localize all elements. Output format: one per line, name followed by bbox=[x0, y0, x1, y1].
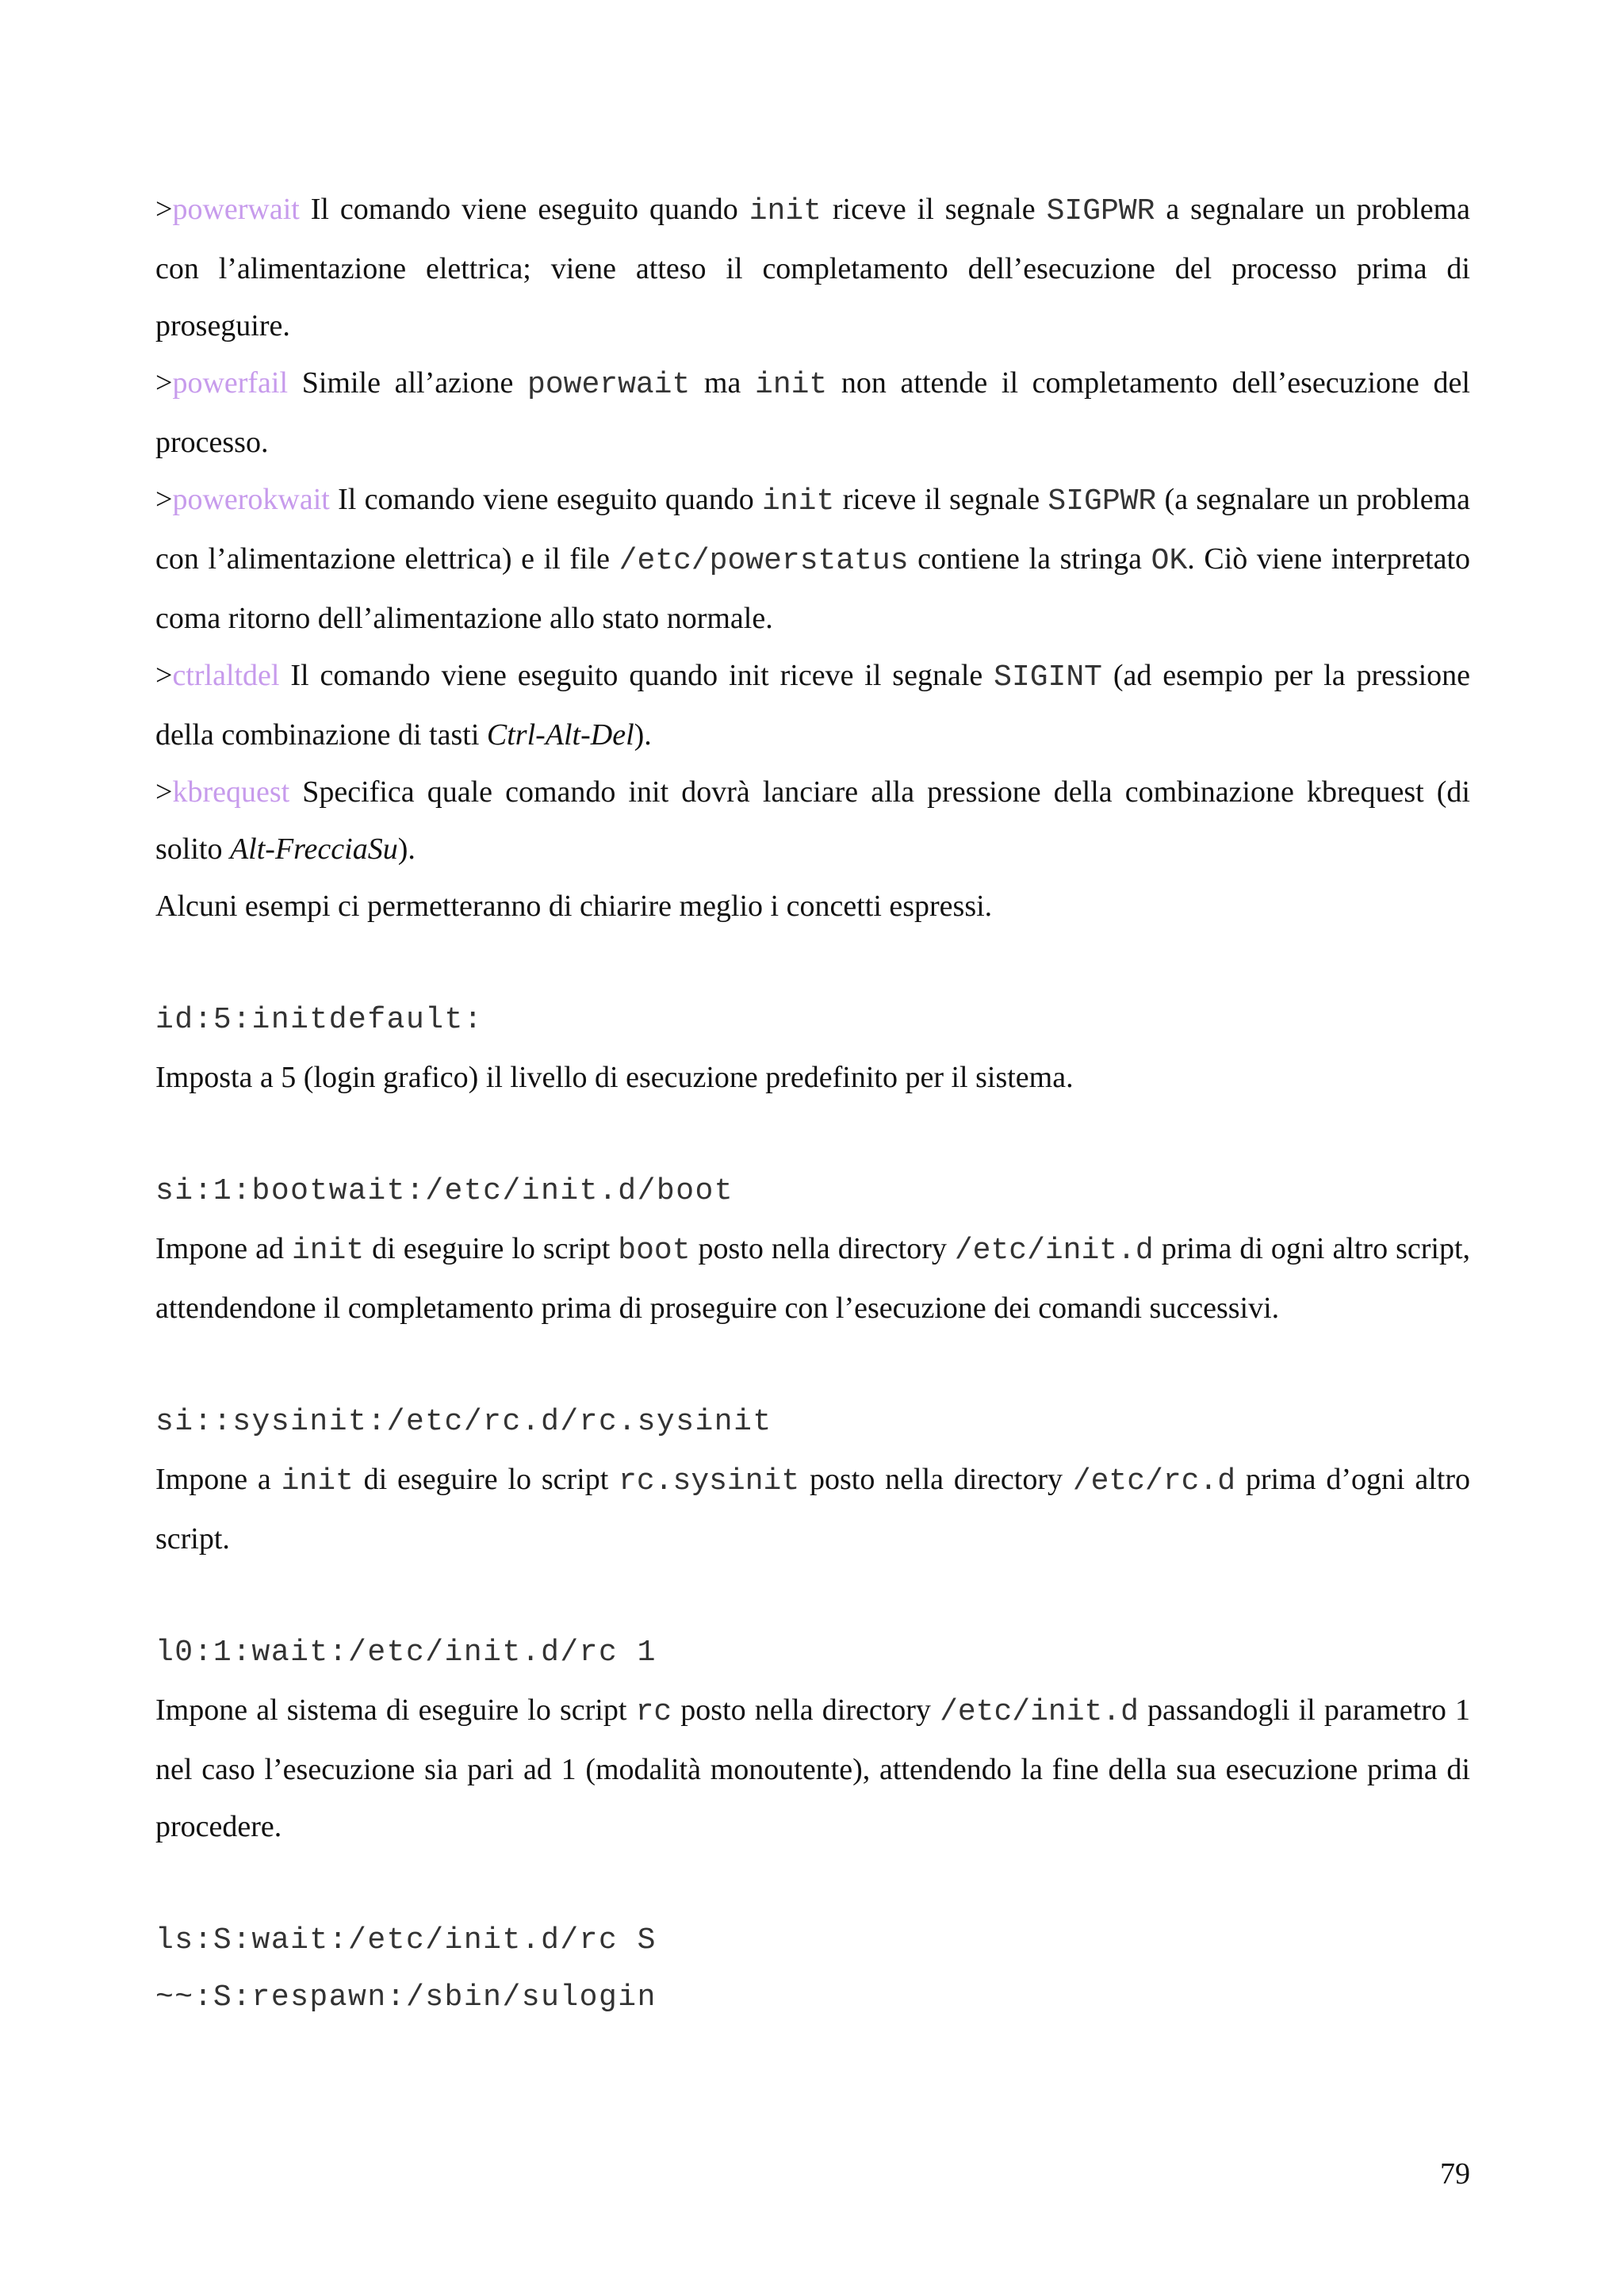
keyword-ctrlaltdel: ctrlaltdel bbox=[172, 659, 280, 692]
entry-marker: > bbox=[155, 366, 173, 400]
inline-code: init bbox=[755, 368, 828, 402]
text-span: Specifica quale comando init dovrà lanciare alla pressione della combinazione kbrequest (di solito bbox=[155, 775, 1470, 866]
entry-powerfail bbox=[155, 354, 1470, 471]
text-span: (ad esempio per la pressione della combinazione di tasti bbox=[155, 659, 1470, 752]
text-span: a segnalare un problema con l’alimentazione elettrica; viene atteso il completamento dell’esecuzione del processo prima di proseguire. bbox=[155, 193, 1471, 342]
text-span: Impone al sistema di eseguire lo script bbox=[155, 1693, 636, 1727]
entry-ctrlaltdel bbox=[155, 647, 1470, 763]
spacer bbox=[155, 935, 1470, 992]
keyword-powerfail: powerfail bbox=[172, 366, 289, 400]
keyword-powerwait: powerwait bbox=[172, 193, 300, 226]
desc-sysinit bbox=[155, 1451, 1470, 1567]
entry-powerwait bbox=[155, 181, 1470, 354]
entry-marker: > bbox=[155, 193, 173, 226]
inline-code: powerwait bbox=[527, 368, 691, 402]
text-span: passandogli il parametro 1 nel caso l’esecuzione sia pari ad 1 (modalità monoutente), attendendo la fine della sua esecuzione prima di procedere. bbox=[155, 1693, 1471, 1843]
inline-code: SIGPWR bbox=[1046, 194, 1155, 228]
inline-code: init bbox=[281, 1464, 354, 1498]
desc-wait1 bbox=[155, 1682, 1470, 1855]
text-span: ). bbox=[634, 718, 652, 752]
text-span: ma bbox=[690, 366, 756, 400]
text-span: Il comando viene eseguito quando init riceve il segnale bbox=[279, 659, 994, 692]
spacer bbox=[155, 1567, 1470, 1624]
text-span: . Ciò viene interpretato coma ritorno dell’alimentazione allo stato normale. bbox=[155, 542, 1470, 635]
italic-text: Alt-FrecciaSu bbox=[229, 832, 398, 866]
text-span: posto nella directory bbox=[799, 1463, 1073, 1496]
text-span: (a segnalare un problema con l’alimentazione elettrica) e il file bbox=[155, 483, 1470, 576]
desc-bootwait bbox=[155, 1220, 1470, 1337]
entry-powerokwait bbox=[155, 471, 1470, 647]
inline-code: boot bbox=[618, 1234, 691, 1268]
entry-kbrequest bbox=[155, 763, 1470, 878]
code-line-wait1: l0:1:wait:/etc/init.d/rc 1 bbox=[155, 1636, 657, 1670]
inline-code: init bbox=[291, 1234, 365, 1268]
inline-code: SIGPWR bbox=[1048, 484, 1157, 519]
text-span: Impone a bbox=[155, 1463, 282, 1496]
page-number: 79 bbox=[1440, 2157, 1470, 2191]
text-span: prima d’ogni altro script. bbox=[155, 1463, 1471, 1556]
text-span: di eseguire lo script bbox=[353, 1463, 619, 1496]
keyword-powerokwait: powerokwait bbox=[172, 483, 330, 516]
inline-code: /etc/init.d bbox=[954, 1234, 1154, 1268]
text-span: Il comando viene eseguito quando bbox=[329, 483, 763, 516]
text-span: Simile all’azione bbox=[288, 366, 528, 400]
inline-code: /etc/init.d bbox=[940, 1695, 1139, 1729]
code-line-bootwait: si:1:bootwait:/etc/init.d/boot bbox=[155, 1174, 734, 1208]
code-line-sulogin: ~~:S:respawn:/sbin/sulogin bbox=[155, 1980, 657, 2015]
keyword-kbrequest: kbrequest bbox=[172, 775, 290, 809]
entry-marker: > bbox=[155, 775, 173, 809]
entry-marker: > bbox=[155, 659, 173, 692]
spacer bbox=[155, 1855, 1470, 1912]
inline-code: SIGINT bbox=[994, 660, 1102, 695]
text-span: ). bbox=[397, 832, 416, 866]
text-span: prima di ogni altro script, attendendone il completamento prima di proseguire con l’esecuzione dei comandi successivi. bbox=[155, 1232, 1470, 1325]
inline-code: init bbox=[762, 484, 835, 519]
text-span: riceve il segnale bbox=[834, 483, 1048, 516]
inline-code: rc.sysinit bbox=[619, 1464, 800, 1498]
inline-code: OK bbox=[1151, 544, 1188, 578]
text-span: Il comando viene eseguito quando bbox=[299, 193, 749, 226]
code-line-initdefault: id:5:initdefault: bbox=[155, 1003, 484, 1037]
inline-code: init bbox=[749, 194, 822, 228]
inline-code: /etc/powerstatus bbox=[619, 544, 909, 578]
text-span: di eseguire lo script bbox=[364, 1232, 619, 1265]
intro-paragraph: Alcuni esempi ci permetteranno di chiarire meglio i concetti espressi. bbox=[155, 890, 993, 923]
italic-text: Ctrl-Alt-Del bbox=[486, 718, 634, 752]
text-span: contiene la stringa bbox=[908, 542, 1151, 576]
text-span: riceve il segnale bbox=[821, 193, 1047, 226]
entry-marker: > bbox=[155, 483, 173, 516]
text-span: non attende il completamento dell’esecuzione del processo. bbox=[155, 366, 1470, 459]
code-line-single-wait: ls:S:wait:/etc/init.d/rc S bbox=[155, 1923, 657, 1957]
desc-initdefault: Imposta a 5 (login grafico) il livello di esecuzione predefinito per il sistema. bbox=[155, 1061, 1074, 1094]
spacer bbox=[155, 1106, 1470, 1163]
text-span: posto nella directory bbox=[672, 1693, 940, 1727]
text-span: posto nella directory bbox=[690, 1232, 955, 1265]
inline-code: /etc/rc.d bbox=[1072, 1464, 1236, 1498]
text-span: Impone ad bbox=[155, 1232, 292, 1265]
spacer bbox=[155, 1337, 1470, 1394]
code-line-sysinit: si::sysinit:/etc/rc.d/rc.sysinit bbox=[155, 1405, 772, 1439]
inline-code: rc bbox=[635, 1695, 672, 1729]
page-content bbox=[155, 181, 1470, 2026]
